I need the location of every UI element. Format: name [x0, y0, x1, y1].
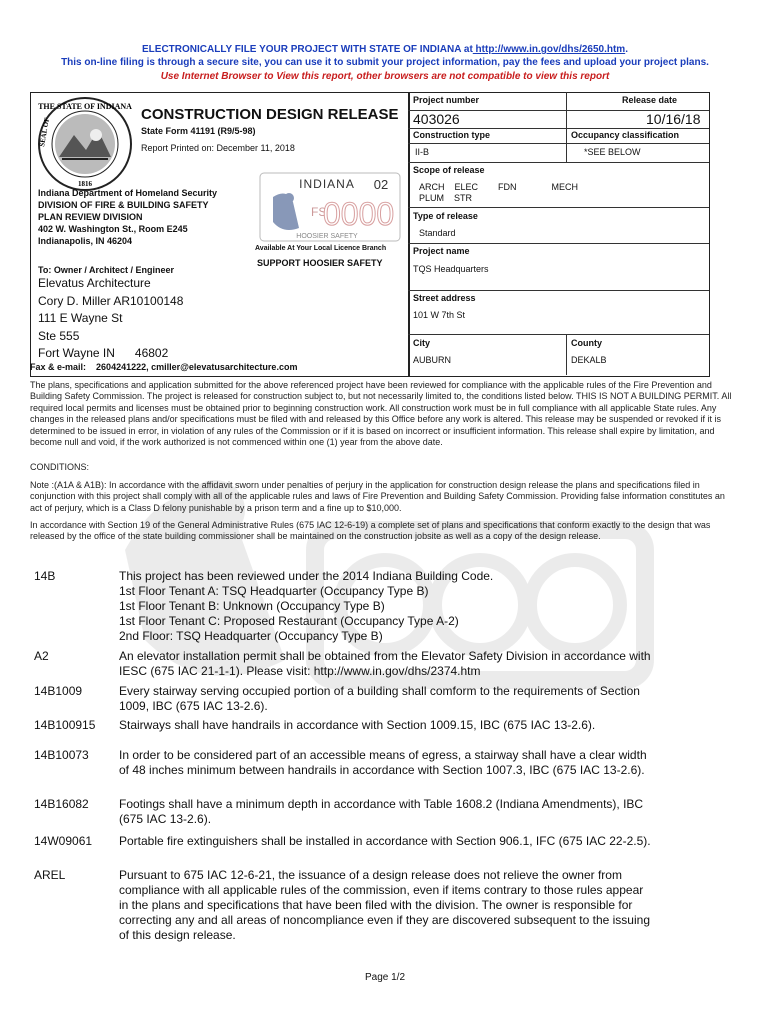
construction-type: II-B	[415, 147, 430, 157]
condition-line: correcting any and all areas of noncompliance even if they are discovered subsequent to the issuing	[119, 913, 650, 927]
recipient-city-line	[38, 345, 183, 363]
street-address-label: Street address	[413, 293, 476, 303]
agency-line: 402 W. Washington St., Room E245	[38, 224, 188, 234]
condition-line: of 48 inches minimum between handrails in accordance with Section 1007.3, IBC (675 IAC 13-2.6).	[119, 763, 645, 777]
fax-email	[30, 362, 297, 372]
construction-type-label: Construction type	[413, 130, 491, 140]
city-label: City	[413, 338, 431, 348]
condition-code: 14B10073	[34, 748, 89, 762]
state-seal-icon	[34, 95, 136, 193]
condition-text	[119, 748, 689, 778]
plate-caption: Available At Your Local Licence Branch	[255, 245, 387, 252]
condition-code: 14W09061	[34, 834, 93, 848]
condition-text	[119, 684, 689, 714]
perjury-note: Note :(A1A & A1B): In accordance with the affidavit sworn under penalties of perjury in the application for construction design release the plans and specifications filed in conjunction with this project shall comply with all of the applicable rules and laws of Fire Prevention and Building Safety Commission. Providing false information constitutes an act of perjury, which is a Class D felony punishable by a prison term and a fine up to $10,000.	[30, 480, 725, 513]
condition-line: 1st Floor Tenant C: Proposed Restaurant (Occupancy Type A-2)	[119, 614, 459, 628]
condition-line: 1st Floor Tenant A: TSQ Headquarter (Occupancy Type B)	[119, 584, 429, 598]
condition-line: IESC (675 IAC 21-1-1). Please visit: http://www.in.gov/dhs/2374.htm	[119, 664, 481, 678]
plate-number-small: 02	[373, 177, 389, 192]
condition-line: 2nd Floor: TSQ Headquarter (Occupancy Type B)	[119, 629, 383, 643]
agency-line: Indiana Department of Homeland Security	[38, 188, 218, 198]
recipient-zip: 46802	[134, 346, 169, 360]
agency-address	[38, 187, 217, 247]
plate-digits: 0000	[323, 196, 395, 232]
plate-state: INDIANA	[299, 177, 355, 191]
agency-line: DIVISION OF FIRE & BUILDING SAFETY	[38, 200, 209, 210]
condition-line: of this design release.	[119, 928, 236, 942]
condition-line: In order to be considered part of an accessible means of egress, a stairway shall have a clear width	[119, 748, 647, 762]
condition-line: compliance with all applicable rules of the commission, even if items contrary to those rules appear	[119, 883, 644, 897]
condition-line: Every stairway serving occupied portion of a building shall comform to the requirements of Section	[119, 684, 640, 698]
recipient-suite: Ste 555	[38, 328, 80, 343]
condition-code: 14B	[34, 569, 56, 583]
plate-bottom-text: HOOSIER SAFETY	[296, 233, 358, 240]
condition-line: Footings shall have a minimum depth in accordance with Table 1608.2 (Indiana Amendments), IBC	[119, 797, 644, 811]
recipient-address	[38, 275, 183, 363]
seal-top-text: THE STATE OF INDIANA	[38, 102, 132, 111]
condition-text	[119, 834, 689, 849]
condition-text	[119, 718, 689, 733]
condition-text	[119, 569, 689, 644]
fax-label: Fax & e-mail:	[30, 362, 87, 372]
city-value: AUBURN	[413, 355, 452, 365]
condition-code: 14B16082	[34, 797, 89, 811]
condition-text	[119, 868, 689, 943]
efile-link[interactable]: http://www.in.gov/dhs/2650.htm	[472, 44, 626, 55]
agency-line: Indianapolis, IN 46204	[38, 236, 133, 246]
conditions-heading: CONDITIONS:	[30, 462, 90, 472]
scope-line-2: PLUM STR	[419, 193, 473, 203]
efile-period: .	[625, 44, 628, 55]
release-date: 10/16/18	[646, 111, 701, 127]
release-type: Standard	[419, 228, 456, 238]
seal-year: 1816	[78, 180, 92, 188]
recipient-name: Cory D. Miller AR10100148	[38, 293, 184, 308]
condition-code: AREL	[34, 868, 66, 882]
county-label: County	[571, 338, 602, 348]
state-form-number: State Form 41191 (R9/5-98)	[141, 126, 256, 136]
condition-line: 1st Floor Tenant B: Unknown (Occupancy Type B)	[119, 599, 385, 613]
agency-line: PLAN REVIEW DIVISION	[38, 212, 143, 222]
form-title: CONSTRUCTION DESIGN RELEASE	[141, 106, 399, 123]
condition-line: Stairways shall have handrails in accordance with Section 1009.15, IBC (675 IAC 13-2.6).	[119, 718, 596, 732]
plate-slogan: SUPPORT HOOSIER SAFETY	[257, 258, 383, 268]
condition-code: 14B100915	[34, 718, 96, 732]
condition-line: An elevator installation permit shall be obtained from the Elevator Safety Division in accordance with	[119, 649, 651, 663]
project-name-label: Project name	[413, 246, 470, 256]
hoosier-safety-plate	[259, 172, 401, 242]
scope-line-1: ARCH ELEC FDN MECH	[419, 182, 579, 192]
county-value: DEKALB	[571, 355, 607, 365]
recipient-label: To: Owner / Architect / Engineer	[38, 265, 175, 275]
seal-left-text: SEAL OF	[38, 117, 52, 148]
efile-notice	[0, 44, 770, 55]
project-number: 403026	[413, 111, 460, 127]
release-type-label: Type of release	[413, 211, 478, 221]
condition-line: in the plans and specifications that have been filed with the division. The owner is responsible for	[119, 898, 633, 912]
project-name: TQS Headquarters	[413, 264, 489, 274]
condition-text	[119, 649, 689, 679]
condition-text	[119, 797, 689, 827]
condition-code: A2	[34, 649, 49, 663]
browser-notice: Use Internet Browser to View this report, other browsers are not compatible to view this report	[160, 71, 610, 82]
condition-line: This project has been reviewed under the 2014 Indiana Building Code.	[119, 569, 494, 583]
release-statement: The plans, specifications and application submitted for the above referenced project have been reviewed for compliance with the applicable rules of the Fire Prevention and Building Safety Commission. The project is released for construction subject to, but not necessarily limited to, the conditions listed below. THIS IS NOT A BUILDING PERMIT. All required local permits and licenses must be obtained prior to beginning construction work. All construction work must be in full compliance with all applicable State rules. Any changes in the released plans and/or specifications must be filed with and released by this Office before any work is altered. This release may be suspended or revoked if it is determined to be issued in error, in violation of any rules of the Commission or if it is based on incorrect or insufficient information. This release shall expire by limitation, and become null and void, if the work authorized is not commenced within one (1) year from the above date.	[30, 380, 732, 448]
release-date-label: Release date	[622, 95, 678, 105]
recipient-company: Elevatus Architecture	[38, 276, 151, 290]
plate-letters: FS	[311, 205, 327, 219]
occupancy-value: *SEE BELOW	[584, 147, 641, 157]
condition-line: Pursuant to 675 IAC 12-6-21, the issuance of a design release does not relieve the owner from	[119, 868, 622, 882]
condition-line: (675 IAC 13-2.6).	[119, 812, 212, 826]
condition-line: 1009, IBC (675 IAC 13-2.6).	[119, 699, 268, 713]
fax-value: 2604241222, cmiller@elevatusarchitecture.com	[96, 362, 298, 372]
condition-line: Portable fire extinguishers shall be installed in accordance with Section 906.1, IFC (675 IAC 22-2.5).	[119, 834, 651, 848]
scope-label: Scope of release	[413, 165, 485, 175]
recipient-city: Fort Wayne IN	[38, 346, 115, 360]
page-number: Page 1/2	[364, 972, 406, 983]
efile-text: ELECTRONICALLY FILE YOUR PROJECT WITH STATE OF INDIANA at	[142, 44, 473, 55]
occupancy-label: Occupancy classification	[571, 130, 680, 140]
project-number-label: Project number	[413, 95, 480, 105]
street-address: 101 W 7th St	[413, 310, 466, 320]
report-printed-date: Report Printed on: December 11, 2018	[141, 143, 295, 153]
section-19-note: In accordance with Section 19 of the General Administrative Rules (675 IAC 12-6-19) a complete set of plans and specifications that conform exactly to the design that was released by the office of the state building commissioner shall be maintained on the construction jobsite as well as a copy of the design release.	[30, 520, 711, 542]
condition-code: 14B1009	[34, 684, 83, 698]
secure-site-notice: This on-line filing is through a secure site, you can use it to submit your project information, pay the fees and upload your project plans.	[61, 57, 709, 68]
recipient-street: 111 E Wayne St	[38, 311, 123, 325]
